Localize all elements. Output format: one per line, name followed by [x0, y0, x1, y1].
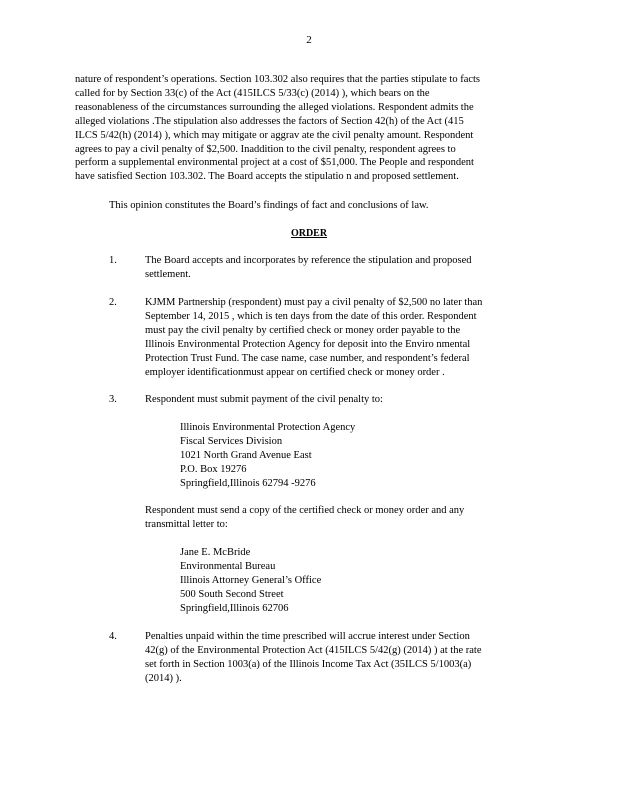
item-body — [145, 393, 530, 407]
text-line: reasonableness of the circumstances surrounding the alleged violations. Respondent admits the — [75, 101, 474, 113]
text-line: agrees to pay a civil penalty of $2,500. Inaddition to the civil penalty, respondent agrees to — [75, 143, 456, 155]
text-line: Protection Trust Fund. The case name, case number, and respondent’s federal — [145, 352, 470, 364]
text-line: 42(g) of the Environmental Protection Act (415ILCS 5/42(g) (2014) ) at the rate — [145, 644, 482, 656]
text-line: transmittal letter to: — [145, 518, 228, 530]
address-line: 1021 North Grand Avenue East — [180, 449, 312, 461]
text-line: The Board accepts and incorporates by reference the stipulation and proposed — [145, 255, 472, 266]
text-line: Respondent must send a copy of the certified check or money order and any — [145, 505, 465, 516]
text-line: ILCS 5/42(h) (2014) ), which may mitigate or aggrav ate the civil penalty amount. Respondent — [75, 129, 474, 141]
item-body — [145, 254, 530, 282]
text-line: Illinois Environmental Protection Agency for deposit into the Enviro nmental — [145, 338, 471, 350]
text-line: KJMM Partnership (respondent) must pay a civil penalty of $2,500 no later than — [145, 297, 483, 308]
copy-address — [180, 546, 321, 616]
copy-instructions — [145, 504, 530, 532]
text-line: called for by Section 33(c) of the Act (415ILCS 5/33(c) (2014) ), which bears on the — [75, 87, 430, 99]
text-line: perform a supplemental environmental project at a cost of $51,000. The People and respondent — [75, 157, 474, 169]
page-number: 2 — [306, 34, 312, 46]
text-line: (2014) ). — [145, 672, 182, 684]
item-body — [145, 630, 530, 686]
payment-address — [180, 421, 355, 491]
text-line: nature of respondent’s operations. Section 103.302 also requires that the parties stipulate to facts — [75, 74, 481, 85]
opinion-statement: This opinion constitutes the Board’s findings of fact and conclusions of law. — [109, 200, 429, 211]
intro-paragraph — [75, 73, 535, 184]
text-line: alleged violations .The stipulation also addresses the factors of Section 42(h) of the Act (415 — [75, 115, 464, 127]
address-line: P.O. Box 19276 — [180, 463, 247, 475]
address-line: Illinois Environmental Protection Agency — [180, 422, 356, 433]
text-line: September 14, 2015 , which is ten days from the date of this order. Respondent — [145, 310, 477, 322]
item-body — [145, 296, 530, 379]
address-line: 500 South Second Street — [180, 588, 284, 600]
item-number: 4. — [109, 631, 117, 642]
address-line: Jane E. McBride — [180, 547, 251, 558]
text-line: have satisfied Section 103.302. The Board accepts the stipulatio n and proposed settlement. — [75, 171, 459, 183]
text-line: settlement. — [145, 268, 191, 280]
text-line: Penalties unpaid within the time prescribed will accrue interest under Section — [145, 631, 470, 642]
address-line: Springfield,Illinois 62706 — [180, 602, 289, 614]
text-line: must pay the civil penalty by certified check or money order payable to the — [145, 324, 461, 336]
item-number: 2. — [109, 297, 117, 308]
item-number: 1. — [109, 255, 117, 266]
item-number: 3. — [109, 394, 117, 405]
address-line: Fiscal Services Division — [180, 435, 283, 447]
address-line: Springfield,Illinois 62794 -9276 — [180, 477, 316, 489]
order-heading: ORDER — [290, 228, 328, 239]
text-line: Respondent must submit payment of the civil penalty to: — [145, 394, 383, 405]
text-line: set forth in Section 1003(a) of the Illinois Income Tax Act (35ILCS 5/1003(a) — [145, 658, 472, 670]
text-line: employer identificationmust appear on certified check or money order . — [145, 366, 445, 378]
address-line: Environmental Bureau — [180, 560, 276, 572]
address-line: Illinois Attorney General’s Office — [180, 574, 322, 586]
